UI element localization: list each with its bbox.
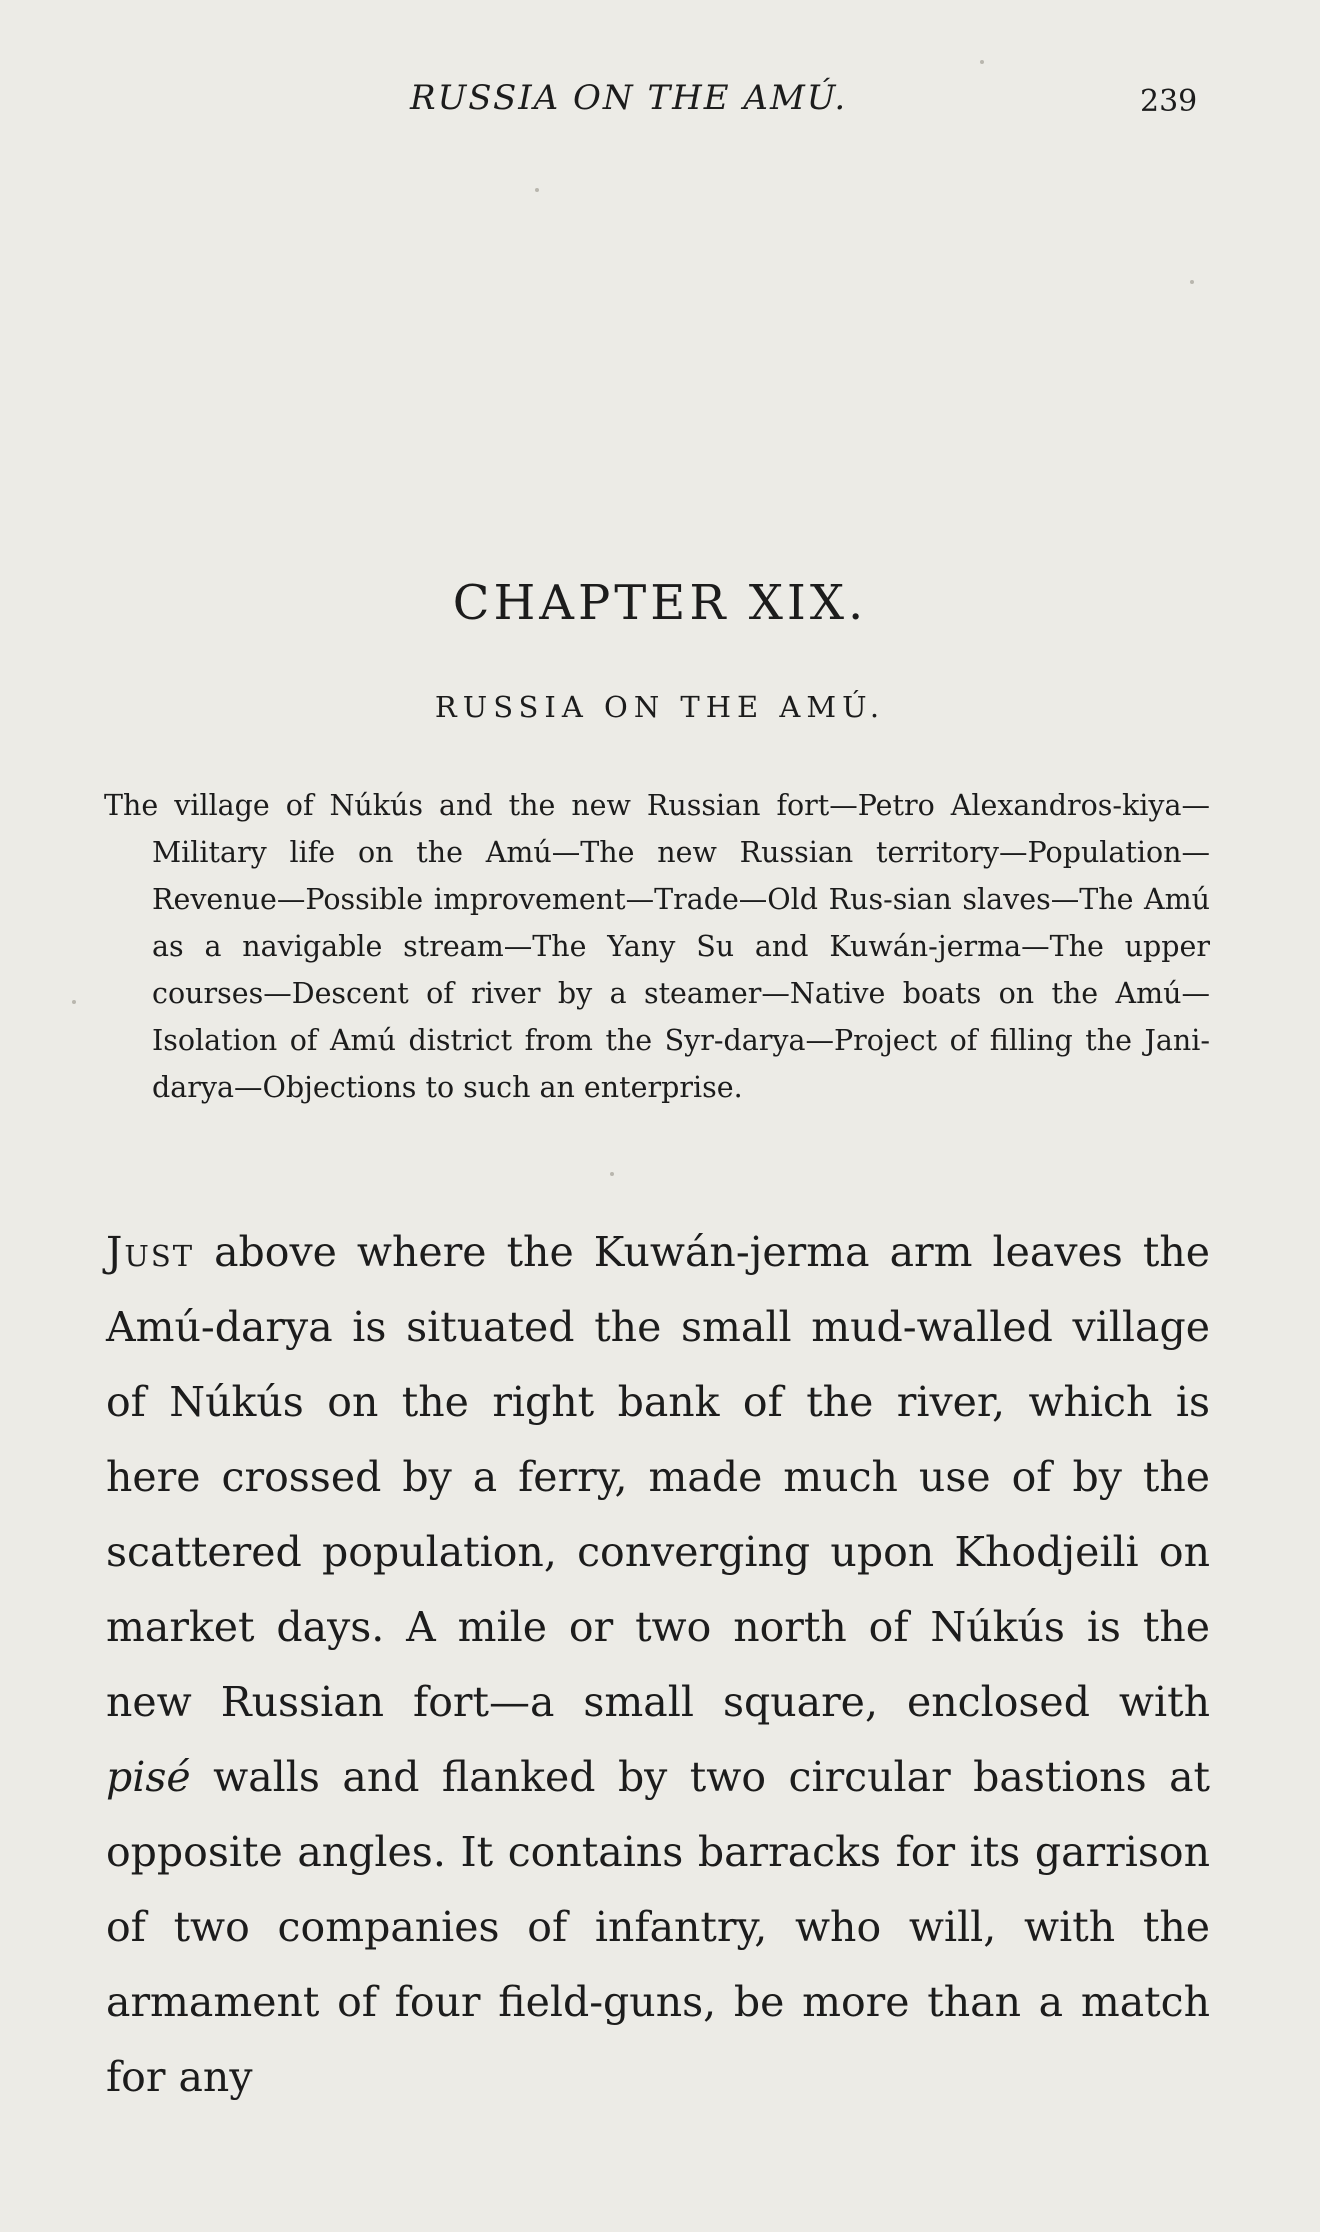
paper-speck [1190, 280, 1194, 284]
paper-speck [610, 1172, 614, 1176]
running-head [0, 70, 1320, 130]
body-paragraph [106, 1215, 1210, 2115]
paper-speck [980, 60, 984, 64]
body-text-part-2: walls and flanked by two circular bastions at opposite angles. It contains barracks for its garrison of two companies of infantry, who will, with the armament of four field-guns, be more than a match for any [106, 1753, 1210, 2101]
italic-word: pisé [106, 1753, 191, 1801]
paper-speck [535, 188, 539, 192]
lead-word: Just [106, 1228, 195, 1276]
body-text-part-1: above where the Kuwán-jerma arm leaves the Amú-darya is situated the small mud-walled village of Núkús on the right bank of the river, which is here crossed by a ferry, made much use of by the scattered population, converging upon Khodjeili on market days. A mile or two north of Núkús is the new Russian fort—a small square, enclosed with [106, 1228, 1210, 1726]
page-number: 239 [1140, 84, 1198, 119]
chapter-subtitle: RUSSIA ON THE AMÚ. [434, 690, 886, 724]
chapter-heading: CHAPTER XIX. [452, 575, 868, 631]
running-title: RUSSIA ON THE AMÚ. [410, 78, 848, 118]
chapter-summary: The village of Núkús and the new Russian fort—Petro Alexandros-kiya—Military life on the Amú—The new Russian territory—Population—Revenue—Possible improvement—Trade—Old Rus-sian slaves—The Amú as a navigable stream—The Yany Su and Kuwán-jerma—The upper courses—Descent of river by a steamer—Native boats on the Amú—Isolation of Amú district from the Syr-darya—Project of filling the Jani-darya—Objections to such an enterprise. [104, 789, 1210, 1104]
paper-speck [72, 1000, 76, 1004]
